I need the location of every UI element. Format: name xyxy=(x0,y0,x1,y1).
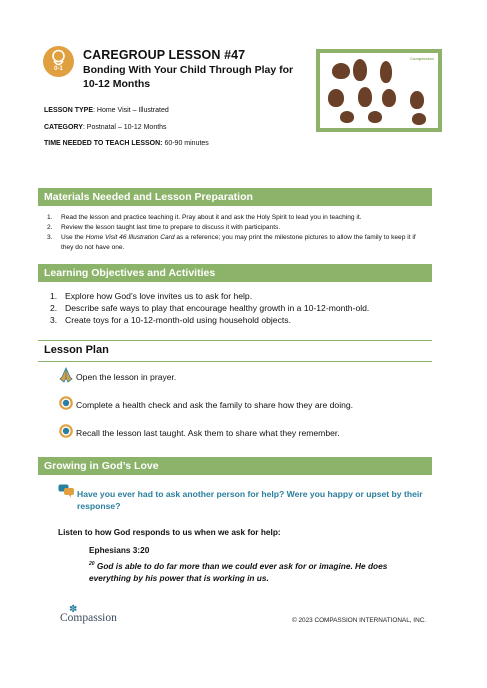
sun-gear-icon xyxy=(58,423,74,439)
time-value: 60-90 minutes xyxy=(162,140,209,147)
plan-step xyxy=(58,423,438,439)
listen-instruction: Listen to how God responds to us when we ask for help: xyxy=(58,527,281,537)
lesson-type-label: LESSON TYPE xyxy=(44,107,94,114)
lesson-subtitle: Bonding With Your Child Through Play for 10-12 Months xyxy=(83,64,294,90)
lesson-plan-heading: Lesson Plan xyxy=(38,340,432,362)
list-item: 1. Read the lesson and practice teaching it. Pray about it and ask the Holy Spirit to lead you in teaching it. xyxy=(47,214,362,221)
lesson-title: CAREGROUP LESSON #47 xyxy=(83,48,246,62)
objectives-list xyxy=(50,290,430,326)
baby-illustration xyxy=(410,91,424,109)
category-label: CATEGORY xyxy=(44,124,83,131)
list-item: 1. Explore how God’s love invites us to ask for help. xyxy=(50,291,253,301)
category-line xyxy=(44,124,167,131)
verse-text: God is able to do far more than we could ever ask for or imagine. He does everything by his power that is working in us. xyxy=(89,560,388,583)
scripture-verse xyxy=(89,558,409,584)
plan-step-text: Complete a health check and ask the family to share how they are doing. xyxy=(76,400,354,410)
figure-mark-icon: ✽ xyxy=(69,604,78,615)
plan-step-text: Open the lesson in prayer. xyxy=(76,372,177,382)
age-group-logo xyxy=(43,46,74,77)
scripture-reference: Ephesians 3:20 xyxy=(89,545,150,555)
baby-icon xyxy=(43,46,74,77)
plan-step xyxy=(58,395,438,411)
lesson-type-value: : Home Visit – Illustrated xyxy=(93,107,169,114)
baby-illustration xyxy=(328,89,344,107)
list-item: 3. Create toys for a 10-12-month-old using household objects. xyxy=(50,315,291,325)
plan-step-text: Recall the lesson last taught. Ask them to share what they remember. xyxy=(76,428,340,438)
baby-illustration xyxy=(358,87,372,107)
copyright-notice: © 2023 COMPASSION INTERNATIONAL, INC. xyxy=(292,617,427,624)
illustration-card-reference: Home Visit 46 Illustration Card xyxy=(85,234,175,241)
thumbnail-brand: Compassion xyxy=(409,56,434,61)
discussion-question: Have you ever had to ask another person for help? Were you happy or upset by their response? xyxy=(77,489,423,511)
materials-list xyxy=(44,213,424,253)
verse-number: 20 xyxy=(89,561,95,567)
lesson-type-line xyxy=(44,107,169,114)
sun-gear-icon xyxy=(58,395,74,411)
plan-step xyxy=(58,367,438,383)
list-item: 2. Describe safe ways to play that encourage healthy growth in a 10-12-month-old. xyxy=(50,303,370,313)
discussion-bubbles-icon xyxy=(58,484,75,498)
baby-illustration xyxy=(412,113,426,125)
illustration-card-thumbnail xyxy=(316,49,442,132)
age-badge: 0-1 xyxy=(54,66,63,72)
growing-heading: Growing in God’s Love xyxy=(38,457,432,475)
time-line xyxy=(44,140,209,147)
category-value: : Postnatal – 10-12 Months xyxy=(82,124,167,131)
baby-illustration xyxy=(340,111,354,123)
objectives-heading: Learning Objectives and Activities xyxy=(38,264,432,282)
baby-illustration xyxy=(332,63,350,79)
praying-hands-icon xyxy=(58,367,74,383)
list-item: 2. Review the lesson taught last time to prepare to discuss it with participants. xyxy=(47,224,281,231)
baby-illustration xyxy=(382,89,396,107)
brand-name: Compassion xyxy=(60,612,117,624)
compassion-logo xyxy=(60,604,130,626)
baby-illustration xyxy=(353,59,367,81)
baby-illustration xyxy=(368,111,382,123)
baby-illustration xyxy=(380,61,392,83)
time-label: TIME NEEDED TO TEACH LESSON: xyxy=(44,140,163,147)
materials-heading: Materials Needed and Lesson Preparation xyxy=(38,188,432,206)
list-item: 3. Use the Home Visit 46 Illustration Card as a reference; you may print the milestone pictures to allow the family to keep it if they do not have one. xyxy=(47,234,416,251)
